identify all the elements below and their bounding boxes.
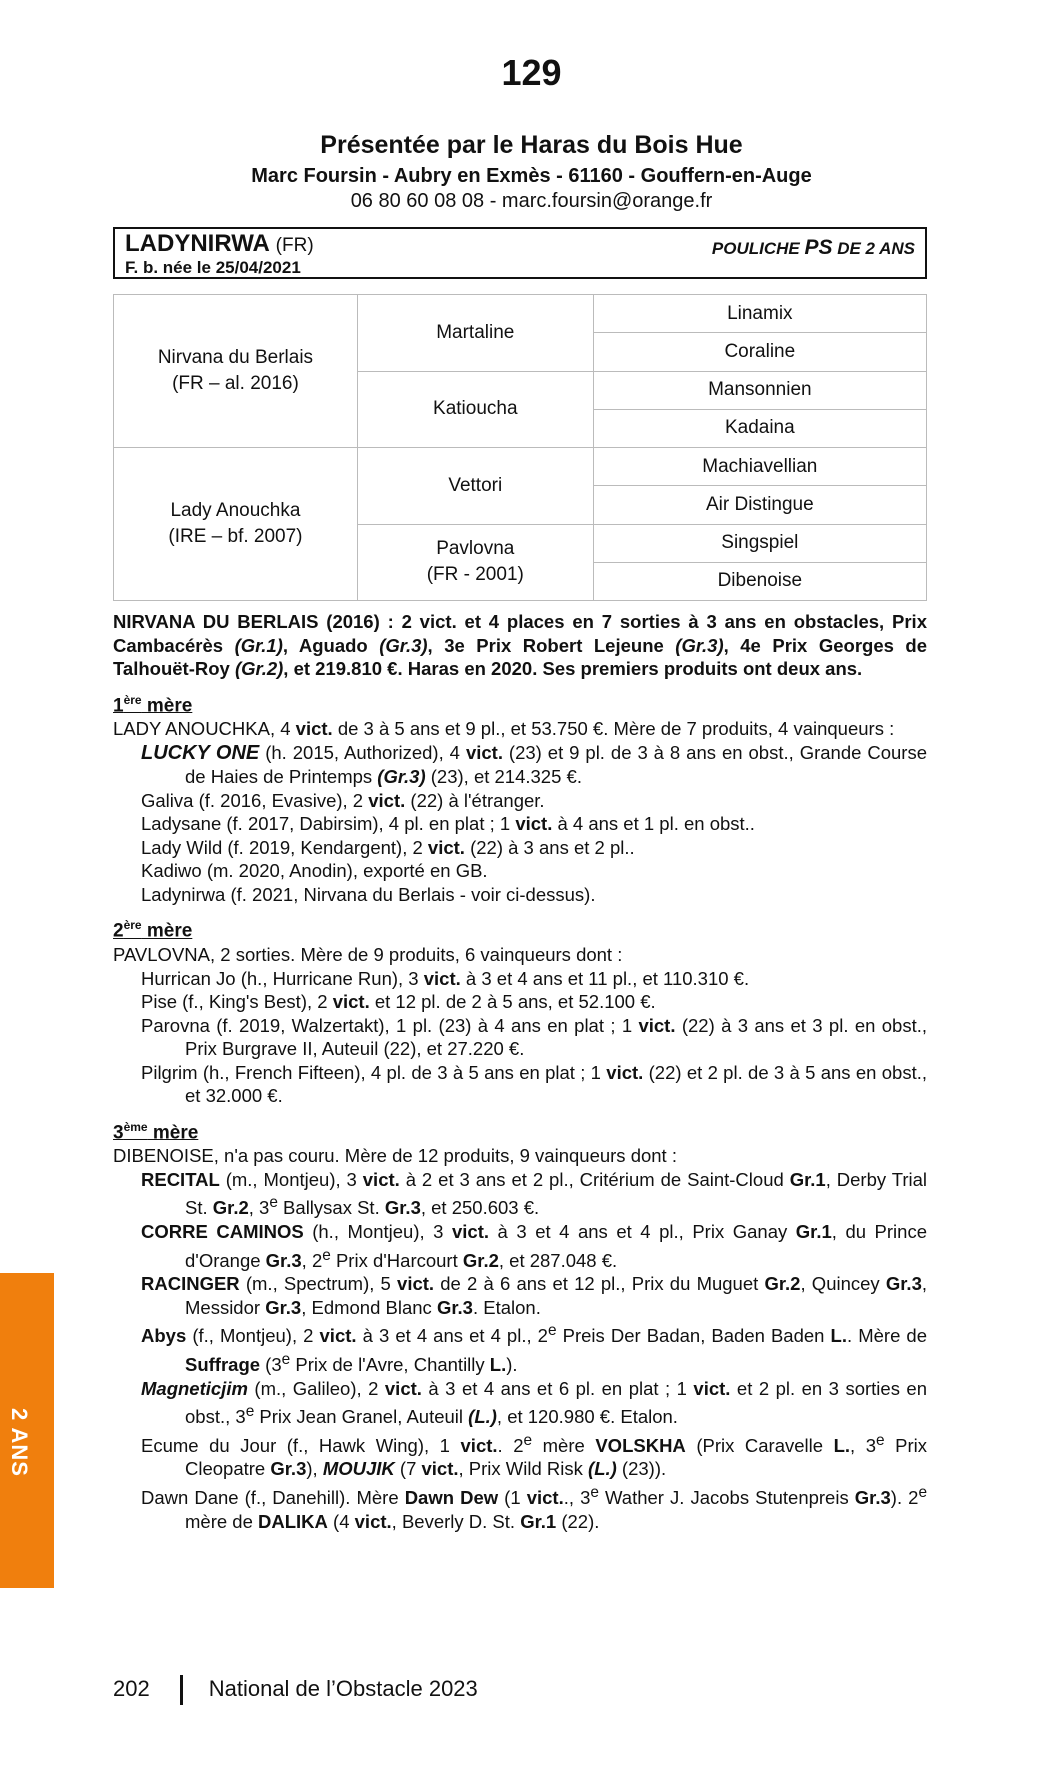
horse-country: (FR) xyxy=(275,235,314,256)
produce-item: Pilgrim (h., French Fifteen), 4 pl. de 3 à 5 ans en plat ; 1 vict. (22) et 2 pl. de 3 à 5 ans en obst., et 32.000 €. xyxy=(141,1061,927,1107)
produce-item: Ecume du Jour (f., Hawk Wing), 1 vict.. 2e mère VOLSKHA (Prix Caravelle L., 3e Prix Cleopatre Gr.3), MOUJIK (7 vict., Prix Wild Risk (L.) (23)). xyxy=(141,1431,928,1480)
produce-item: Abys (f., Montjeu), 2 vict. à 3 et 4 ans et 4 pl., 2e Preis Der Badan, Baden Baden L.. Mère de Suffrage (3e Prix de l'Avre, Chantilly L.). xyxy=(141,1322,928,1376)
pedigree-ggs-5: Machiavellian xyxy=(593,448,926,486)
sire-paragraph: NIRVANA DU BERLAIS (2016) : 2 vict. et 4 places en 7 sorties à 3 ans en obstacles, Prix Cambacérès (Gr.1), Aguado (Gr.3), 3e Prix Robert Lejeune (Gr.3), 4e Prix Georges de Talhouët-Roy (Gr.2), et 219.810 €. Haras en 2020. Ses premiers produits ont deux ans. xyxy=(113,611,927,679)
produce-item: Ladynirwa (f. 2021, Nirvana du Berlais - voir ci-dessus). xyxy=(141,883,596,905)
second-dam-heading: 2ère mère xyxy=(113,918,193,942)
pedigree-ggs-1: Linamix xyxy=(593,295,926,333)
pedigree-ggs-3: Mansonnien xyxy=(593,371,926,409)
second-dam-intro: PAVLOVNA, 2 sorties. Mère de 9 produits, 6 vainqueurs dont : xyxy=(113,944,623,966)
section-side-tab xyxy=(0,1273,54,1588)
sire-origin: (FR – al. 2016) xyxy=(172,373,299,394)
footer-divider xyxy=(180,1675,183,1705)
pedigree-dam-dam xyxy=(357,524,593,601)
produce-item: Pise (f., King's Best), 2 vict. et 12 pl. de 2 à 5 ans, et 52.100 €. xyxy=(141,991,656,1013)
sire-name: Nirvana du Berlais xyxy=(157,347,314,368)
produce-item: Kadiwo (m. 2020, Anodin), exporté en GB. xyxy=(141,860,488,882)
produce-item: Dawn Dane (f., Danehill). Mère Dawn Dew (1 vict.., 3e Wather J. Jacobs Stutenpreis Gr.3). 2e mère de DALIKA (4 vict., Beverly D. St. Gr.1 (22). xyxy=(141,1483,928,1532)
pedigree-dam xyxy=(114,448,358,601)
dam-origin: (IRE – bf. 2007) xyxy=(168,526,303,547)
sex-suffix: DE 2 ANS xyxy=(837,239,915,258)
pedigree-table xyxy=(113,294,927,601)
catalogue-body xyxy=(113,610,927,1533)
pedigree-sire-dam: Katioucha xyxy=(357,371,593,448)
produce-item: Magneticjim (m., Galileo), 2 vict. à 3 et 4 ans et 6 pl. en plat ; 1 vict. et 2 pl. en 3 sorties en obst., 3e Prix Jean Granel, Auteuil (L.), et 120.980 €. Etalon. xyxy=(141,1377,927,1428)
dam-name: Lady Anouchka xyxy=(170,500,301,521)
produce-item: LUCKY ONE (h. 2015, Authorized), 4 vict. (23) et 9 pl. de 3 à 8 ans en obst., Grande Course de Haies de Printemps (Gr.3) (23), et 214.325 €. xyxy=(141,741,927,788)
pedigree-ggs-6: Air Distingue xyxy=(593,486,926,524)
pedigree-ggs-7: Singspiel xyxy=(593,524,926,562)
first-dam-intro: LADY ANOUCHKA, 4 vict. de 3 à 5 ans et 9 pl., et 53.750 €. Mère de 7 produits, 4 vainqueurs : xyxy=(113,718,895,740)
sex-ps: PS xyxy=(804,236,833,259)
horse-id-box xyxy=(113,227,927,279)
lot-number: 129 xyxy=(501,52,562,93)
produce-item: Galiva (f. 2016, Evasive), 2 vict. (22) à l'étranger. xyxy=(141,789,545,811)
dam-dam-name: Pavlovna xyxy=(436,538,515,560)
horse-birth: F. b. née le 25/04/2021 xyxy=(125,258,301,277)
produce-item: RECITAL (m., Montjeu), 3 vict. à 2 et 3 ans et 2 pl., Critérium de Saint-Cloud Gr.1, Derby Trial St. Gr.2, 3e Ballysax St. Gr.3, et 250.603 €. xyxy=(141,1168,927,1219)
produce-item: Ladysane (f. 2017, Dabirsim), 4 pl. en plat ; 1 vict. à 4 ans et 1 pl. en obst.. xyxy=(141,813,755,835)
pedigree-sire-sire: Martaline xyxy=(357,295,593,372)
pedigree-ggs-2: Coraline xyxy=(593,333,926,371)
page-number: 202 xyxy=(113,1675,150,1701)
horse-sex xyxy=(712,236,915,260)
pedigree-sire xyxy=(114,295,358,448)
pedigree-dam-sire: Vettori xyxy=(357,448,593,525)
produce-item: RACINGER (m., Spectrum), 5 vict. de 2 à 6 ans et 12 pl., Prix du Muguet Gr.2, Quincey Gr.3, Messidor Gr.3, Edmond Blanc Gr.3. Etalon. xyxy=(141,1273,927,1318)
first-dam-heading: 1ère mère xyxy=(113,692,193,716)
presenter-address: Marc Foursin - Aubry en Exmès - 61160 - Gouffern-en-Auge xyxy=(251,165,812,187)
produce-item: Parovna (f. 2019, Walzertakt), 1 pl. (23) à 4 ans en plat ; 1 vict. (22) à 3 ans et 3 pl. en obst., Prix Burgrave II, Auteuil (22), et 27.220 €. xyxy=(141,1014,927,1060)
horse-name xyxy=(125,230,314,258)
sex-prefix: POULICHE xyxy=(711,239,800,258)
produce-item: Hurrican Jo (h., Hurricane Run), 3 vict. à 3 et 4 ans et 11 pl., et 110.310 €. xyxy=(141,967,750,989)
presenter-title: Présentée par le Haras du Bois Hue xyxy=(320,131,743,159)
third-dam-heading: 3ème mère xyxy=(113,1119,199,1143)
page-footer xyxy=(113,1675,478,1705)
third-dam-intro: DIBENOISE, n'a pas couru. Mère de 12 produits, 9 vainqueurs dont : xyxy=(113,1145,677,1167)
pedigree-ggs-8: Dibenoise xyxy=(593,562,926,600)
side-tab-label: 2 ANS xyxy=(7,1408,32,1477)
pedigree-ggs-4: Kadaina xyxy=(593,409,926,447)
presenter-contact: 06 80 60 08 08 - marc.foursin@orange.fr xyxy=(350,190,713,212)
produce-item: Lady Wild (f. 2019, Kendargent), 2 vict. (22) à 3 ans et 2 pl.. xyxy=(141,836,635,858)
horse-name-text: LADYNIRWA xyxy=(125,230,269,257)
dam-dam-origin: (FR - 2001) xyxy=(426,564,524,586)
publication-title: National de l’Obstacle 2023 xyxy=(208,1675,478,1701)
produce-item: CORRE CAMINOS (h., Montjeu), 3 vict. à 3 et 4 ans et 4 pl., Prix Ganay Gr.1, du Prince d'Orange Gr.3, 2e Prix d'Harcourt Gr.2, et 287.048 €. xyxy=(141,1221,927,1271)
